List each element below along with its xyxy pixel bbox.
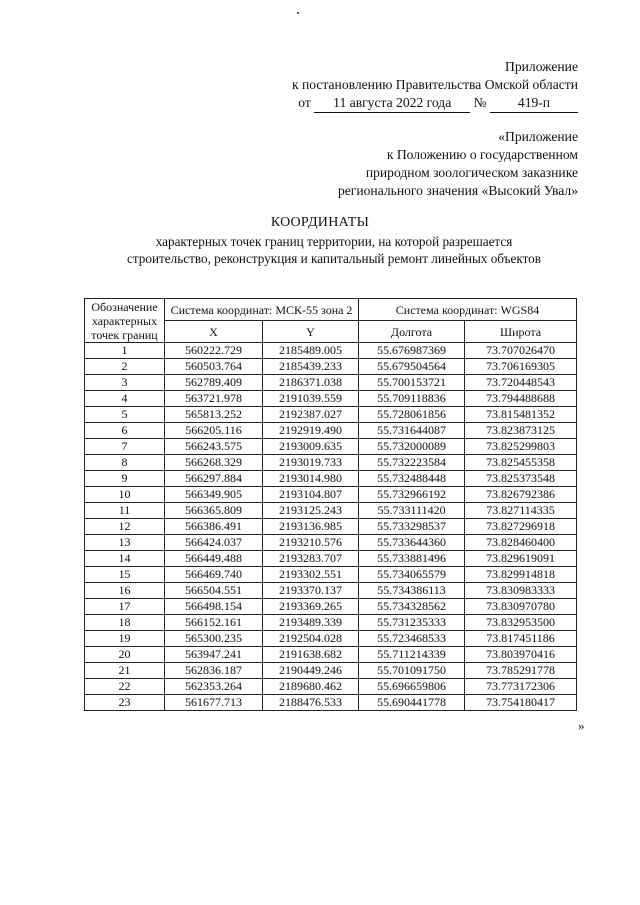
- latitude: 73.832953500: [465, 615, 577, 631]
- x-coordinate: 565813.252: [165, 407, 263, 423]
- point-number: 23: [85, 695, 165, 711]
- header-latitude: Широта: [465, 321, 577, 343]
- date-prefix: от: [298, 95, 311, 110]
- point-number: 21: [85, 663, 165, 679]
- latitude: 73.829914818: [465, 567, 577, 583]
- table-row: [85, 407, 577, 423]
- table-row: [85, 583, 577, 599]
- latitude: 73.830983333: [465, 583, 577, 599]
- x-coordinate: 566498.154: [165, 599, 263, 615]
- resolution-date-line: [292, 94, 578, 113]
- table-row: [85, 487, 577, 503]
- y-coordinate: 2192387.027: [263, 407, 359, 423]
- longitude: 55.731235333: [359, 615, 465, 631]
- longitude: 55.701091750: [359, 663, 465, 679]
- resolution-header: [292, 58, 578, 113]
- x-coordinate: 566152.161: [165, 615, 263, 631]
- x-coordinate: 560503.764: [165, 359, 263, 375]
- latitude: 73.829619091: [465, 551, 577, 567]
- y-coordinate: 2193489.339: [263, 615, 359, 631]
- latitude: 73.785291778: [465, 663, 577, 679]
- longitude: 55.700153721: [359, 375, 465, 391]
- resolution-number: 419-п: [490, 94, 578, 113]
- latitude: 73.817451186: [465, 631, 577, 647]
- latitude: 73.826792386: [465, 487, 577, 503]
- document-subtitle: характерных точек границ территории, на которой разрешается строительство, реконструкция и капитальный ремонт линейных объектов: [126, 234, 541, 266]
- y-coordinate: 2193370.137: [263, 583, 359, 599]
- y-coordinate: 2193009.635: [263, 439, 359, 455]
- latitude: 73.828460400: [465, 535, 577, 551]
- number-prefix: №: [473, 95, 487, 110]
- longitude: 55.711214339: [359, 647, 465, 663]
- longitude: 55.676987369: [359, 343, 465, 359]
- y-coordinate: 2193302.551: [263, 567, 359, 583]
- longitude: 55.734386113: [359, 583, 465, 599]
- x-coordinate: 566386.491: [165, 519, 263, 535]
- latitude: 73.773172306: [465, 679, 577, 695]
- latitude: 73.706169305: [465, 359, 577, 375]
- longitude: 55.732000089: [359, 439, 465, 455]
- table-row: [85, 695, 577, 711]
- point-number: 14: [85, 551, 165, 567]
- header-point-designation: Обозначение характерных точек границ: [85, 299, 165, 343]
- x-coordinate: 566365.809: [165, 503, 263, 519]
- longitude: 55.709118836: [359, 391, 465, 407]
- y-coordinate: 2193125.243: [263, 503, 359, 519]
- longitude: 55.734065579: [359, 567, 465, 583]
- table-row: [85, 567, 577, 583]
- point-number: 7: [85, 439, 165, 455]
- header-msk55-system: Система координат: МСК-55 зона 2: [165, 299, 359, 321]
- point-number: 4: [85, 391, 165, 407]
- longitude: 55.690441778: [359, 695, 465, 711]
- regulation-appendix-header: [338, 128, 578, 200]
- x-coordinate: 565300.235: [165, 631, 263, 647]
- longitude: 55.733881496: [359, 551, 465, 567]
- x-coordinate: 566243.575: [165, 439, 263, 455]
- latitude: 73.825373548: [465, 471, 577, 487]
- x-coordinate: 566205.116: [165, 423, 263, 439]
- appendix-line-2: к Положению о государственном: [386, 147, 578, 162]
- table-row: [85, 599, 577, 615]
- point-number: 15: [85, 567, 165, 583]
- y-coordinate: 2193104.807: [263, 487, 359, 503]
- point-number: 8: [85, 455, 165, 471]
- table-row: [85, 519, 577, 535]
- table-row: [85, 439, 577, 455]
- x-coordinate: 566297.884: [165, 471, 263, 487]
- x-coordinate: 566424.037: [165, 535, 263, 551]
- x-coordinate: 563947.241: [165, 647, 263, 663]
- y-coordinate: 2188476.533: [263, 695, 359, 711]
- x-coordinate: 561677.713: [165, 695, 263, 711]
- y-coordinate: 2193014.980: [263, 471, 359, 487]
- latitude: 73.830970780: [465, 599, 577, 615]
- y-coordinate: 2191638.682: [263, 647, 359, 663]
- scan-dot: [297, 12, 299, 14]
- longitude: 55.731644087: [359, 423, 465, 439]
- longitude: 55.732223584: [359, 455, 465, 471]
- point-number: 12: [85, 519, 165, 535]
- y-coordinate: 2192919.490: [263, 423, 359, 439]
- y-coordinate: 2185489.005: [263, 343, 359, 359]
- x-coordinate: 562789.409: [165, 375, 263, 391]
- x-coordinate: 563721.978: [165, 391, 263, 407]
- x-coordinate: 566268.329: [165, 455, 263, 471]
- point-number: 10: [85, 487, 165, 503]
- header-wgs84-system: Система координат: WGS84: [359, 299, 577, 321]
- appendix-line-3: природном зоологическом заказнике: [365, 165, 578, 180]
- table-row: [85, 375, 577, 391]
- latitude: 73.794488688: [465, 391, 577, 407]
- point-number: 19: [85, 631, 165, 647]
- longitude: 55.679504564: [359, 359, 465, 375]
- point-number: 17: [85, 599, 165, 615]
- y-coordinate: 2190449.246: [263, 663, 359, 679]
- longitude: 55.696659806: [359, 679, 465, 695]
- point-number: 5: [85, 407, 165, 423]
- latitude: 73.823873125: [465, 423, 577, 439]
- y-coordinate: 2193283.707: [263, 551, 359, 567]
- table-row: [85, 343, 577, 359]
- point-number: 2: [85, 359, 165, 375]
- longitude: 55.732488448: [359, 471, 465, 487]
- y-coordinate: 2192504.028: [263, 631, 359, 647]
- latitude: 73.815481352: [465, 407, 577, 423]
- table-row: [85, 423, 577, 439]
- x-coordinate: 566449.488: [165, 551, 263, 567]
- y-coordinate: 2186371.038: [263, 375, 359, 391]
- table-row: [85, 551, 577, 567]
- table-row: [85, 455, 577, 471]
- point-number: 16: [85, 583, 165, 599]
- longitude: 55.734328562: [359, 599, 465, 615]
- longitude: 55.723468533: [359, 631, 465, 647]
- x-coordinate: 566349.905: [165, 487, 263, 503]
- header-longitude: Долгота: [359, 321, 465, 343]
- latitude: 73.707026470: [465, 343, 577, 359]
- y-coordinate: 2185439.233: [263, 359, 359, 375]
- point-number: 1: [85, 343, 165, 359]
- table-row: [85, 503, 577, 519]
- table-row: [85, 663, 577, 679]
- point-number: 22: [85, 679, 165, 695]
- longitude: 55.733298537: [359, 519, 465, 535]
- x-coordinate: 560222.729: [165, 343, 263, 359]
- y-coordinate: 2189680.462: [263, 679, 359, 695]
- y-coordinate: 2193210.576: [263, 535, 359, 551]
- appendix-line-4: регионального значения «Высокий Увал»: [337, 183, 578, 198]
- x-coordinate: 566504.551: [165, 583, 263, 599]
- appendix-label: Приложение: [505, 59, 578, 74]
- latitude: 73.825455358: [465, 455, 577, 471]
- longitude: 55.732966192: [359, 487, 465, 503]
- point-number: 20: [85, 647, 165, 663]
- y-coordinate: 2193369.265: [263, 599, 359, 615]
- longitude: 55.728061856: [359, 407, 465, 423]
- latitude: 73.754180417: [465, 695, 577, 711]
- latitude: 73.720448543: [465, 375, 577, 391]
- table-row: [85, 535, 577, 551]
- closing-quote: »: [578, 718, 585, 733]
- latitude: 73.803970416: [465, 647, 577, 663]
- x-coordinate: 566469.740: [165, 567, 263, 583]
- table-row: [85, 471, 577, 487]
- table-row: [85, 359, 577, 375]
- header-x: X: [165, 321, 263, 343]
- y-coordinate: 2193136.985: [263, 519, 359, 535]
- point-number: 13: [85, 535, 165, 551]
- latitude: 73.827114335: [465, 503, 577, 519]
- table-row: [85, 679, 577, 695]
- latitude: 73.825299803: [465, 439, 577, 455]
- point-number: 6: [85, 423, 165, 439]
- point-number: 9: [85, 471, 165, 487]
- document-title: КООРДИНАТЫ: [270, 215, 370, 230]
- x-coordinate: 562836.187: [165, 663, 263, 679]
- coordinates-table: [84, 298, 577, 711]
- resolution-date: 11 августа 2022 года: [314, 94, 470, 113]
- x-coordinate: 562353.264: [165, 679, 263, 695]
- coordinates-table-body: [85, 343, 577, 711]
- point-number: 18: [85, 615, 165, 631]
- point-number: 11: [85, 503, 165, 519]
- longitude: 55.733111420: [359, 503, 465, 519]
- longitude: 55.733644360: [359, 535, 465, 551]
- header-y: Y: [263, 321, 359, 343]
- resolution-reference: к постановлению Правительства Омской области: [291, 77, 578, 92]
- latitude: 73.827296918: [465, 519, 577, 535]
- point-number: 3: [85, 375, 165, 391]
- table-row: [85, 615, 577, 631]
- appendix-line-1: «Приложение: [498, 129, 578, 144]
- table-row: [85, 631, 577, 647]
- table-row: [85, 391, 577, 407]
- y-coordinate: 2193019.733: [263, 455, 359, 471]
- table-row: [85, 647, 577, 663]
- y-coordinate: 2191039.559: [263, 391, 359, 407]
